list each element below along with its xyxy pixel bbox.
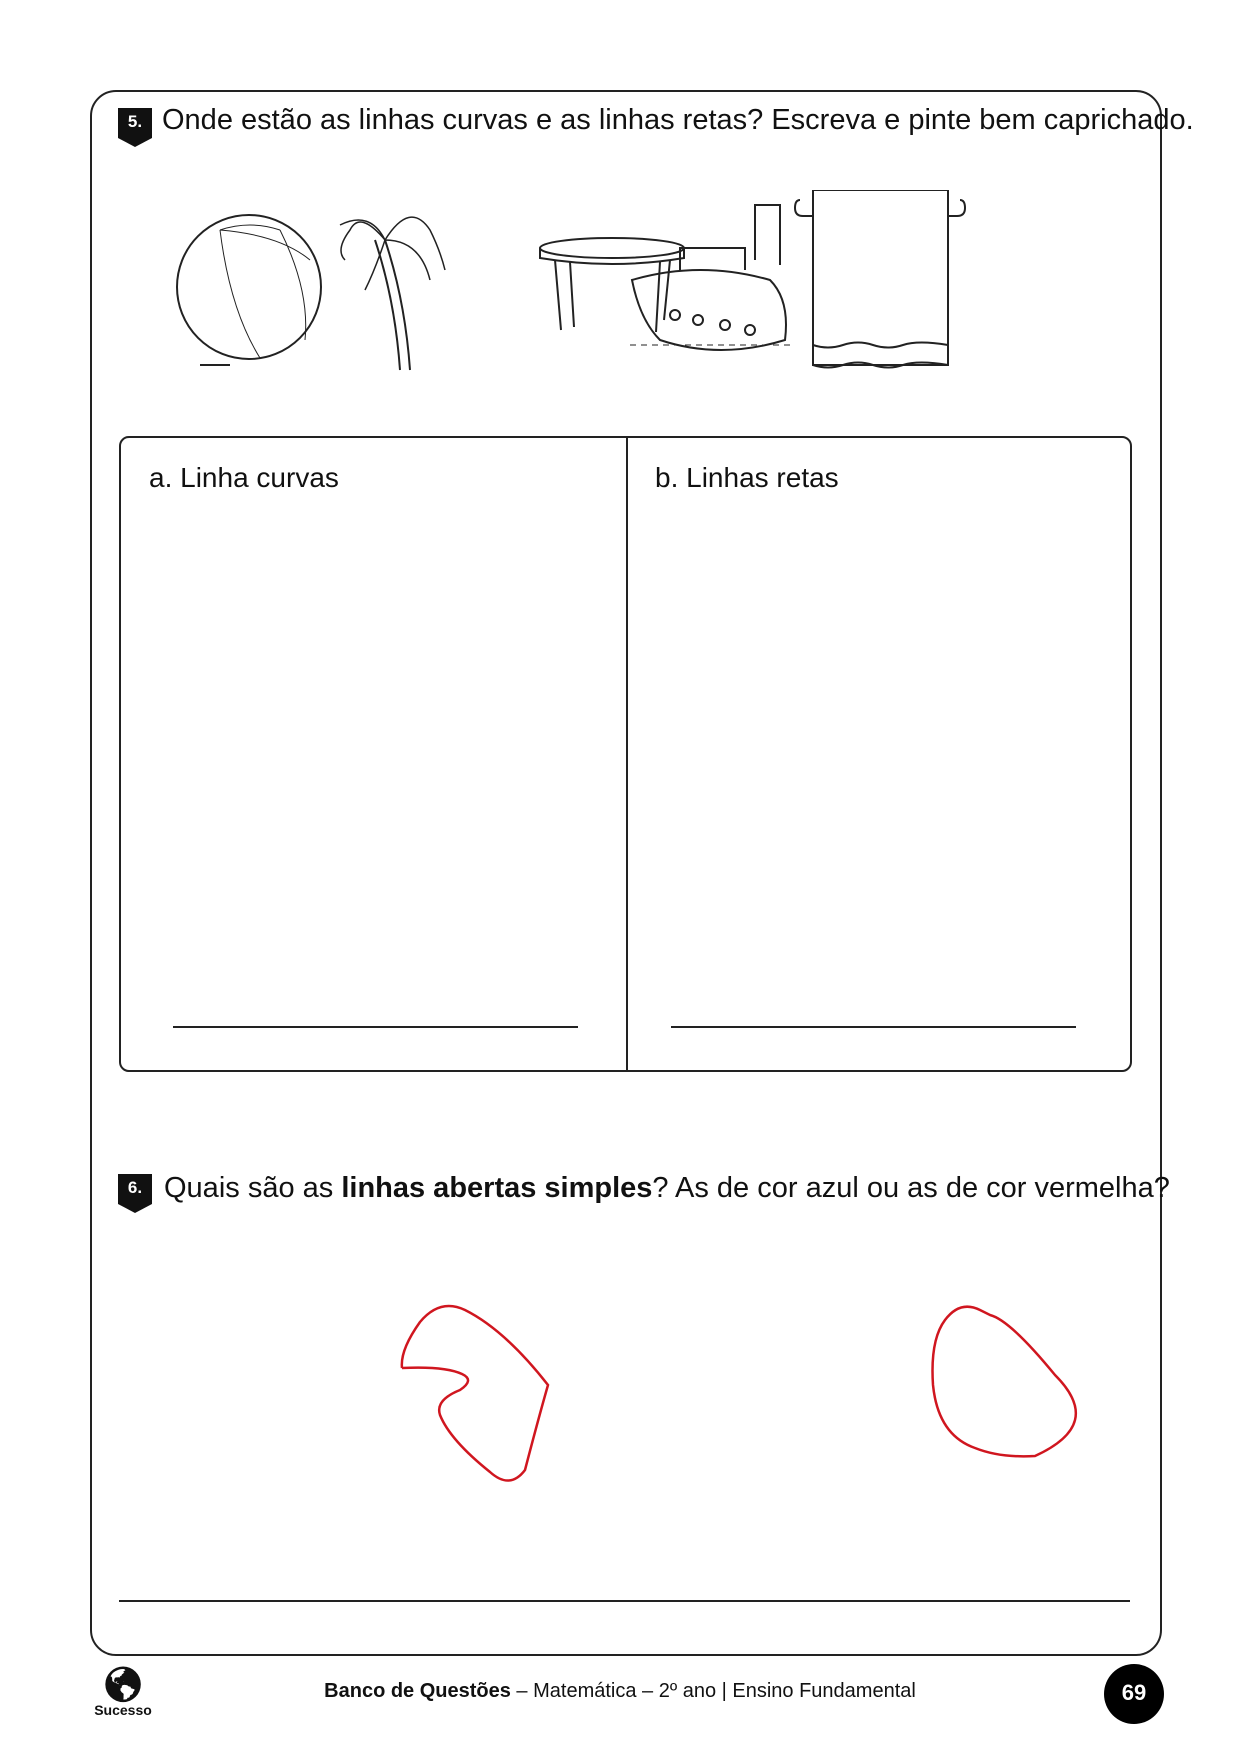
q6-text-start: Quais são as — [164, 1172, 342, 1204]
table-image — [540, 238, 684, 332]
q6-text-end: ? As de cor azul ou as de cor vermelha? — [652, 1172, 1170, 1204]
logo-text: Sucesso — [94, 1702, 152, 1718]
footer-title: Banco de Questões — [324, 1680, 511, 1702]
towel-image — [795, 190, 965, 368]
column-divider — [626, 438, 628, 1070]
answer-line-b[interactable] — [671, 1026, 1076, 1028]
label-straight-lines: b. Linhas retas — [655, 462, 839, 493]
ship-image — [630, 205, 790, 350]
question-6-number: 6. — [118, 1174, 152, 1204]
page-number: 69 — [1104, 1664, 1164, 1724]
q6-text-bold: linhas abertas simples — [341, 1172, 653, 1204]
closed-red-curve — [933, 1307, 1076, 1457]
footer-text — [0, 1680, 1240, 1703]
question-6-text — [164, 1172, 1170, 1205]
answer-table — [119, 436, 1132, 1072]
globe-icon: 🌎︎ — [101, 1666, 145, 1704]
illustrations — [160, 190, 1080, 380]
beach-ball-image — [177, 215, 321, 365]
red-shapes — [390, 1290, 1110, 1490]
answer-line-q6[interactable] — [119, 1600, 1130, 1602]
question-5-text: Onde estão as linhas curvas e as linhas retas? Escreva e pinte bem caprichado. — [162, 104, 1194, 136]
label-curved-lines: a. Linha curvas — [149, 462, 339, 493]
open-red-curve — [402, 1306, 548, 1481]
answer-line-a[interactable] — [173, 1026, 578, 1028]
footer-subtitle: – Matemática – 2º ano | Ensino Fundamental — [510, 1680, 916, 1702]
question-5-number: 5. — [118, 108, 152, 138]
palm-tree-image — [340, 217, 445, 370]
